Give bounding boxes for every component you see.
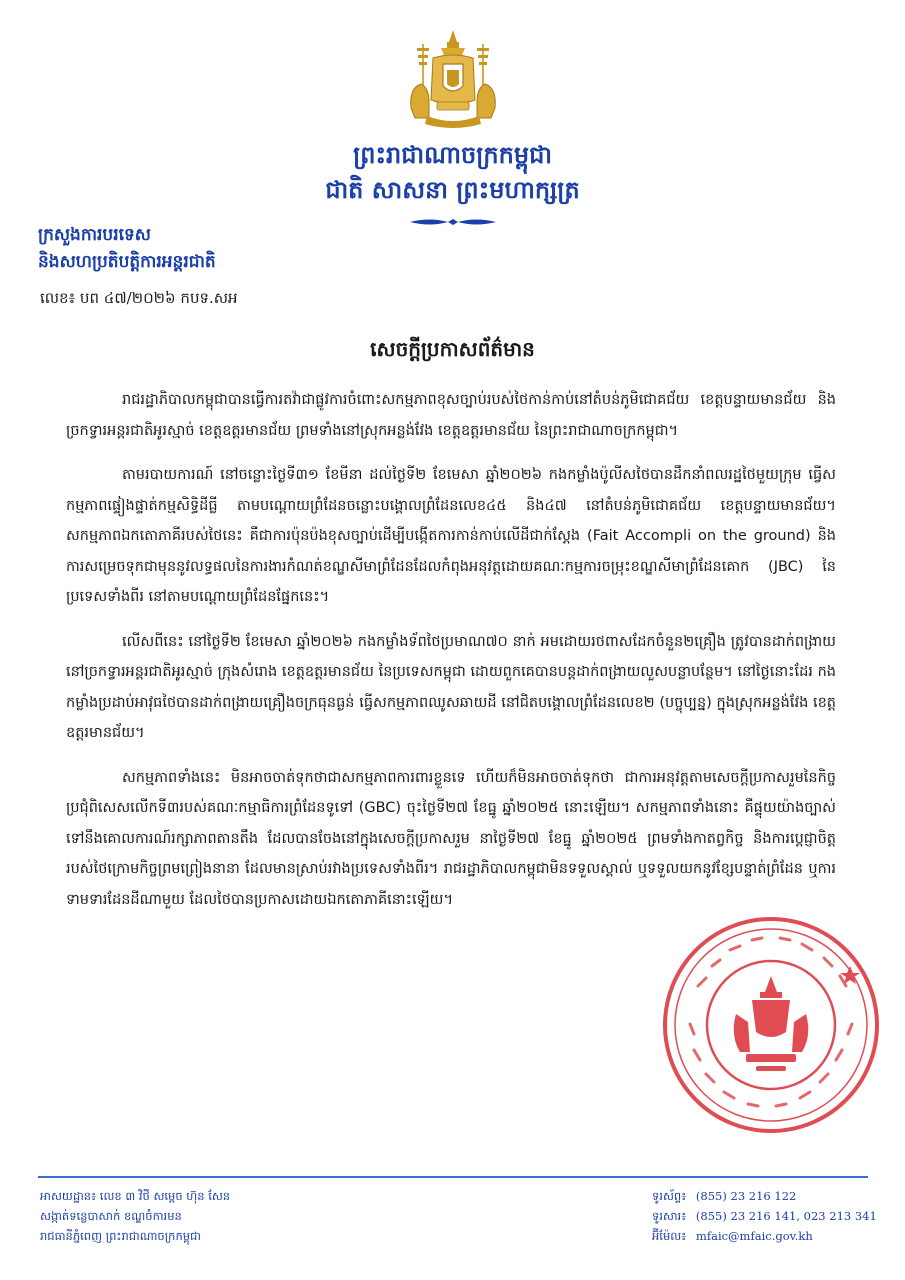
kingdom-motto: ជាតិ សាសនា ព្រះមហាក្សត្រ [325,175,580,204]
footer-divider [38,1176,868,1178]
fax-label: ទូរសារ៖ [652,1209,687,1223]
reference-number: លេខ៖ បព ៤៧/២០២៦ កបទ.សអ [40,289,238,307]
ministry-name-line2: និងសហប្រតិបត្តិការអន្តរជាតិ [38,252,216,272]
email-label: អ៊ីម៉ែល៖ [652,1229,687,1243]
body-paragraph-1: រាជរដ្ឋាភិបាលកម្ពុជាបានធ្វើការតវ៉ាជាផ្លូវការចំពោះសកម្មភាពខុសច្បាប់របស់ថៃកាន់កាប់នៅតំបន់ភូមិជោគជ័យ ខេត្តបន្ទាយមានជ័យ និងច្រកទ្វារអន្តរជាតិអូរស្មាច់ ខេត្តឧត្តរមានជ័យ ព្រមទាំងនៅស្រុកអន្លង់វែង ខេត្តឧត្តរមានជ័យ នៃព្រះរាជាណាចក្រកម្ពុជា។ [66,392,836,439]
royal-coat-of-arms-icon [403,28,503,132]
address-line-3: រាជធានីភ្នំពេញ ព្រះរាជាណាចក្រកម្ពុជា [40,1229,201,1243]
ministry-name-line1: ក្រសួងការបរទេស [38,225,151,245]
body-paragraph-3: លើសពីនេះ នៅថ្ងៃទី២ ខែមេសា ឆ្នាំ២០២៦ កងកម្លាំងទ័ពថៃប្រមាណ៧០ នាក់ អមដោយរថពាសដែកចំនួន២គ្រឿង ត្រូវបានដាក់ពង្រាយនៅច្រកទ្វារអន្តរជាតិអូរស្មាច់ ក្រុងសំរោង ខេត្តឧត្តរមានជ័យ នៃប្រទេសកម្ពុជា ដោយពួកគេបានបន្តដាក់ពង្រាយលួសបន្លាបន្ថែម។ នៅថ្ងៃនោះដែរ កងកម្លាំងប្រដាប់អាវុធថៃបានដាក់ពង្រាយគ្រឿងចក្រធុនធ្ងន់ ធ្វើសកម្មភាពឈូសឆាយដី នៅជិតបង្គោលព្រំដែនលេខ២ (បច្ចុប្បន្ន) ក្នុងស្រុកអន្លង់វែង ខេត្តឧត្តរមានជ័យ។ [66,633,836,741]
email-link[interactable]: mfaic@mfaic.gov.kh [695,1229,813,1243]
body-paragraph-4: សកម្មភាពទាំងនេះ មិនអាចចាត់ទុកថាជាសកម្មភាពការពារខ្លួនទេ ហើយក៏មិនអាចចាត់ទុកថា ជាការអនុវត្តតាមសេចក្តីប្រកាសរួមនៃកិច្ចប្រជុំពិសេសលើកទី៣របស់គណៈកម្មាធិការព្រំដែនទូទៅ (GBC) ចុះថ្ងៃទី២៧ ខែធ្នូ ឆ្នាំ២០២៥ នោះឡើយ។ សកម្មភាពទាំងនោះ គឺផ្ទុយយ៉ាងច្បាស់ទៅនឹងគោលការណ៍រក្សាភាពតានតឹង ដែលបានចែងនៅក្នុងសេចក្តីប្រកាសរួម នាថ្ងៃទី២៧ ខែធ្នូ ឆ្នាំ២០២៥ ព្រមទាំងកាតព្វកិច្ច និងការប្តេជ្ញាចិត្តរបស់ថៃក្រោមកិច្ចព្រមព្រៀងនានា ដែលមានស្រាប់រវាងប្រទេសទាំងពីរ។ រាជរដ្ឋាភិបាលកម្ពុជាមិនទទួលស្គាល់ ឬទទួលយកនូវខ្សែបន្ទាត់ព្រំដែន ឬការទាមទារដែនដីណាមួយ ដែលថៃបានប្រកាសដោយឯកតោភាគីនោះឡើយ។ [66,769,836,908]
phone-label: ទូរស័ព្ទ៖ [652,1189,687,1203]
footer-address [40,1186,230,1246]
document-body [66,385,836,929]
address-line-2: សង្កាត់ទន្លេបាសាក់ ខណ្ឌចំការមន [40,1209,182,1223]
document-title: សេចក្តីប្រកាសព័ត៌មាន [370,337,535,361]
phone-value: (855) 23 216 122 [695,1189,797,1203]
fax-row [652,1206,877,1226]
ornamental-divider-icon [408,212,498,222]
phone-row [652,1186,877,1206]
fax-value: (855) 23 216 141, 023 213 341 [695,1209,877,1223]
email-row [652,1226,877,1246]
official-seal-icon [660,914,882,1136]
footer-contact [652,1186,877,1246]
address-line-1: អាសយដ្ឋាន៖ លេខ ៣ វិថី សម្តេច ហ៊ុន សែន [40,1189,231,1203]
kingdom-title: ព្រះរាជាណាចក្រកម្ពុជា [353,140,552,169]
body-paragraph-2: តាមរបាយការណ៍ នៅចន្លោះថ្ងៃទី៣១ ខែមីនា ដល់ថ្ងៃទី២ ខែមេសា ឆ្នាំ២០២៦ កងកម្លាំងប៉ូលីសថៃបានដឹកនាំពលរដ្ឋថៃមួយក្រុម ធ្វើសកម្មភាពផ្ទៀងផ្ទាត់កម្មសិទ្ធិដីធ្លី តាមបណ្តោយព្រំដែនចន្លោះបង្គោលព្រំដែនលេខ៤៥ និង៤៧ នៅតំបន់ភូមិជោគជ័យ ខេត្តបន្ទាយមានជ័យ។ សកម្មភាពឯកតោភាគីរបស់ថៃនេះ គឺជាការប៉ុនប៉ងខុសច្បាប់ដើម្បីបង្កើតការកាន់កាប់លើដីជាក់ស្តែង (Fait Accompli on the ground) និងការសម្រេចទុកជាមុននូវលទ្ធផលនៃការងារកំណត់ខណ្ឌសីមាព្រំដែនដែលកំពុងអនុវត្តដោយគណៈកម្មការចម្រុះខណ្ឌសីមាព្រំដែនគោក (JBC) នៃប្រទេសទាំងពីរ នៅតាមបណ្តោយព្រំដែនផ្នែកនេះ។ [66,467,836,605]
